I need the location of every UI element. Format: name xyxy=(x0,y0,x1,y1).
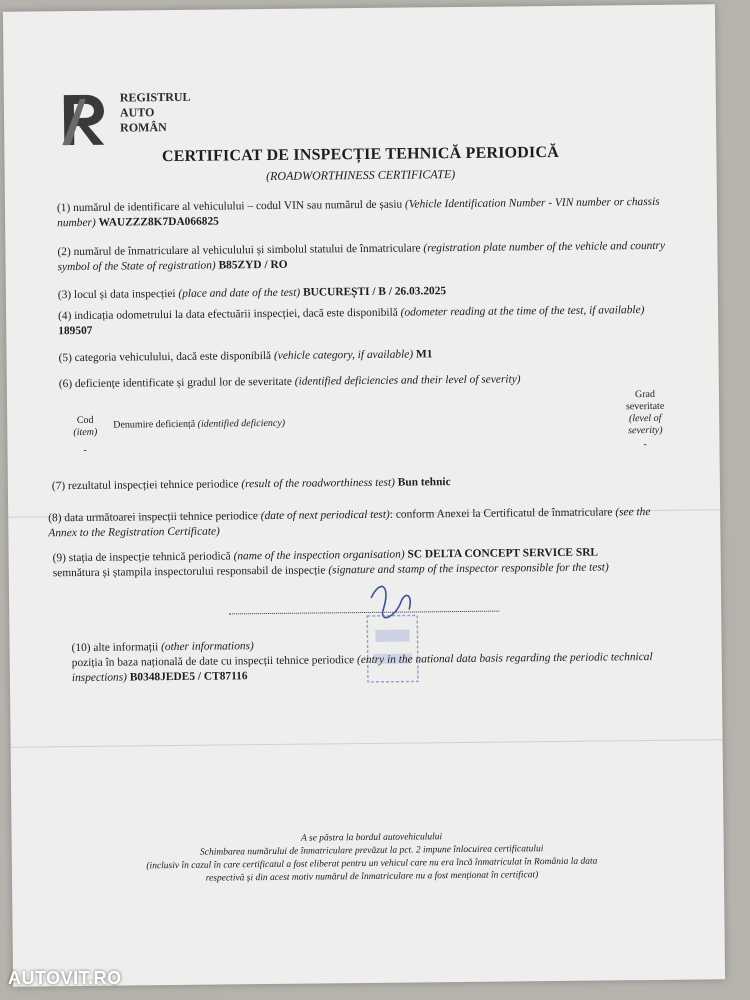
paper-fold xyxy=(11,739,723,747)
footer-line: A se păstra la bordul autovehiculului xyxy=(300,832,443,844)
site-watermark: AUTOVIT.RO xyxy=(8,968,122,988)
signature-label: semnătura și ștampila inspectorului responsabil de inspecție xyxy=(52,564,329,580)
field-station xyxy=(53,545,663,581)
next-test-value-en: (see the Annex to the Registration Certificate) xyxy=(48,506,651,540)
footer-line: Schimbarea numărului de înmatriculare prevăzut la pct. 2 impune înlocuirea certificatului xyxy=(199,844,544,858)
logo-text xyxy=(120,90,191,136)
col-severity-label2: severitate xyxy=(625,400,665,413)
field-other-info xyxy=(72,635,672,686)
col-severity xyxy=(615,389,675,438)
field-label: (1) numărul de identificare al vehiculului – codul VIN sau numărul de șasiu xyxy=(56,198,406,215)
rar-logo-icon xyxy=(60,91,111,148)
footer-notes xyxy=(92,829,653,887)
field-place-date xyxy=(58,282,668,303)
footer-line: (inclusiv în cazul în care certificatul a fost eliberat pentru un vehicul care nu era încă înmatriculat în România la data xyxy=(146,856,598,872)
field-label: (10) alte informații xyxy=(71,641,162,655)
col-deficiency xyxy=(113,418,285,432)
field-label: (8) data următoarei inspecții tehnice periodice xyxy=(48,510,261,525)
signature-label-en: (signature and stamp of the inspector responsible for the test) xyxy=(328,561,609,577)
field-label: (6) deficiențe identificate și gradul lor de severitate xyxy=(58,375,295,391)
certificate-paper xyxy=(3,4,725,986)
field-label: (3) locul și data inspecției xyxy=(57,287,179,302)
field-result xyxy=(52,473,662,494)
odometer-value: 189507 xyxy=(58,324,93,338)
logo-line: ROMÂN xyxy=(120,120,167,135)
field-label-en: (name of the inspection organisation) xyxy=(233,548,405,563)
field-vin xyxy=(57,195,667,231)
field-next-test xyxy=(48,505,678,542)
field-registration xyxy=(57,239,667,275)
empty-cod: - xyxy=(83,444,87,456)
place-date-value: BUCUREȘTI / B / 26.03.2025 xyxy=(302,285,447,299)
registration-value: B85ZYD / RO xyxy=(218,258,288,272)
field-label-en: (result of the roadworthiness test) xyxy=(241,476,395,491)
vin-value: WAUZZZ8K7DA066825 xyxy=(98,215,219,229)
empty-severity: - xyxy=(643,439,647,451)
field-odometer xyxy=(58,303,668,339)
field-label-en: (identified deficiencies and their level of severity) xyxy=(294,373,521,388)
database-label: poziția în baza națională de date cu inspecții tehnice periodice xyxy=(71,654,358,670)
document-title: CERTIFICAT DE INSPECȚIE TEHNICĂ PERIODICĂ xyxy=(161,143,560,166)
field-deficiencies xyxy=(59,371,669,392)
col-cod-label-en: (item) xyxy=(73,426,98,439)
field-label: (5) categoria vehiculului, dacă este disponibilă xyxy=(58,349,275,365)
logo-line: REGISTRUL xyxy=(119,89,191,105)
col-deficiency-label: Denumire deficiență xyxy=(113,418,198,431)
col-severity-label: Grad xyxy=(634,388,656,401)
field-label-en: (vehicle category, if available) xyxy=(273,348,414,362)
field-label-en: (odometer reading at the time of the test, if available) xyxy=(400,304,645,319)
col-severity-label-en: (level of severity) xyxy=(628,412,663,437)
document-subtitle: (ROADWORTHINESS CERTIFICATE) xyxy=(265,167,456,184)
result-value: Bun tehnic xyxy=(397,476,451,489)
field-label: (4) indicația odometrului la data efectuării inspecției, dacă este disponibilă xyxy=(58,306,401,323)
field-label-en: (registration plate number of the vehicle and country symbol of the State of registration) xyxy=(57,239,666,274)
col-deficiency-label-en: (identified deficiency) xyxy=(197,417,286,430)
next-test-value: : conform Anexei la Certificatul de înmatriculare xyxy=(389,506,616,521)
field-label: (7) rezultatul inspecției tehnice periodice xyxy=(51,478,242,493)
field-label: (2) numărul de înmatriculare al vehiculului și simbolul statului de înmatriculare xyxy=(57,242,424,259)
field-label-en: (place and date of the test) xyxy=(178,286,301,300)
field-label: (9) stația de inspecție tehnică periodică xyxy=(52,550,234,565)
category-value: M1 xyxy=(415,348,433,361)
field-label-en: (Vehicle Identification Number - VIN number or chassis number) xyxy=(57,195,660,230)
col-cod-label: Cod xyxy=(76,414,94,427)
database-label-en: (entry in the national data basis regarding the periodic technical inspections) xyxy=(71,650,653,685)
col-cod xyxy=(67,415,103,439)
database-entry-value: B0348JEDE5 / CT87116 xyxy=(129,670,248,684)
field-label-en: (other informations) xyxy=(161,640,254,654)
station-value: SC DELTA CONCEPT SERVICE SRL xyxy=(407,546,599,561)
field-label-en: (date of next periodical test) xyxy=(260,508,390,523)
footer-line: respectivă și din acest motiv numărul de înmatriculare nu a fost menționat în certificat) xyxy=(205,870,539,884)
field-category xyxy=(58,345,668,366)
logo-line: AUTO xyxy=(119,105,155,120)
